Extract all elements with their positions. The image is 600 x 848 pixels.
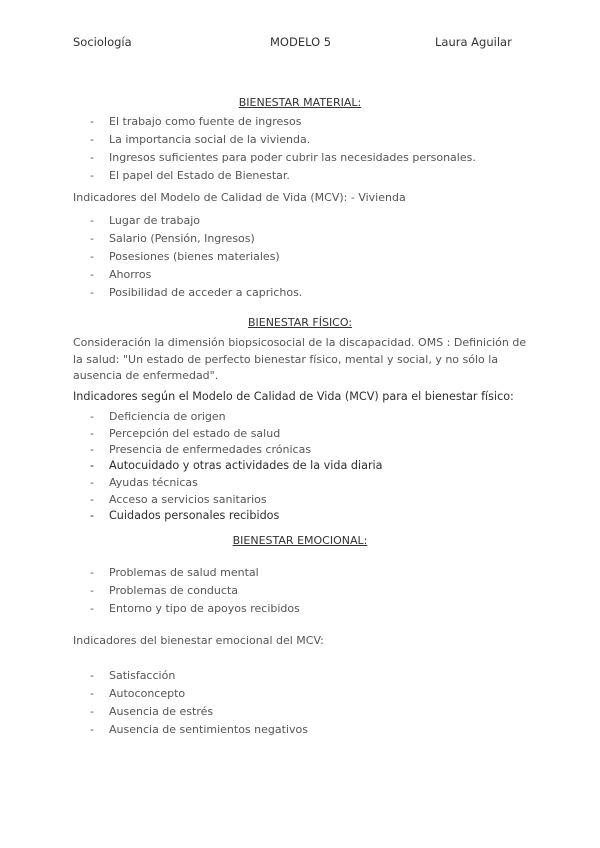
header-subject: Sociología <box>73 35 132 49</box>
indicators-intro-emocional: Indicadores del bienestar emocional del MCV: <box>73 634 324 647</box>
header-model: MODELO 5 <box>270 35 332 49</box>
document-page: Sociología MODELO 5 Laura Aguilar BIENESTAR MATERIAL: - El trabajo como fuente de ingresos - La importancia social de la vivienda. - Ingresos suficientes para poder cubrir las necesidades personales. - El papel del Estado de Bienestar. Indicadores del Modelo de Calidad de Vida (MCV): - Vivienda - Lugar de trabajo - Salario (Pensión, Ingresos) - Posesiones (bienes materiales) - Ahorros - Posibilidad de acceder a caprichos. BIENESTAR FÍSICO: Consideración la dimensión biopsicosocial de la discapacidad. OMS : Definición de la salud: "Un estado de perfecto bienestar físico, mental y social, y no sólo la ausencia de enfermedad". Indicadores según el Modelo de Calidad de Vida (MCV) para el bienestar físico: - Deficiencia de origen - Percepción del estado de salud - Presencia de enfermedades crónicas - Autocuidado y otras actividades de la vida diaria - Ayudas técnicas - Acceso a servicios sanitarios - Cuidados personales recibidos BIENESTAR EMOCIONAL: - Problemas de salud mental - Problemas de conducta - Entorno y tipo de apoyos recibidos Indicadores del bienestar emocional del MCV: - Satisfacción - Autoconcepto - Ausencia de estrés - Ausencia de sentimientos negativos <box>0 0 600 848</box>
indicators-intro-fisico: Indicadores según el Modelo de Calidad de Vida (MCV) para el bienestar físico: <box>73 390 514 403</box>
header-author: Laura Aguilar <box>435 35 512 49</box>
section-title-material: BIENESTAR MATERIAL: <box>238 96 362 109</box>
fisico-paragraph: Consideración la dimensión biopsicosocial de la discapacidad. OMS : Definición de la salud: "Un estado de perfecto bienestar físico, mental y social, y no sólo la ausencia de enfermedad". <box>73 336 527 382</box>
section-title-emocional: BIENESTAR EMOCIONAL: <box>232 534 368 547</box>
section-title-fisico: BIENESTAR FÍSICO: <box>247 316 353 329</box>
indicators-intro-material: Indicadores del Modelo de Calidad de Vida (MCV): - Vivienda <box>73 191 406 204</box>
